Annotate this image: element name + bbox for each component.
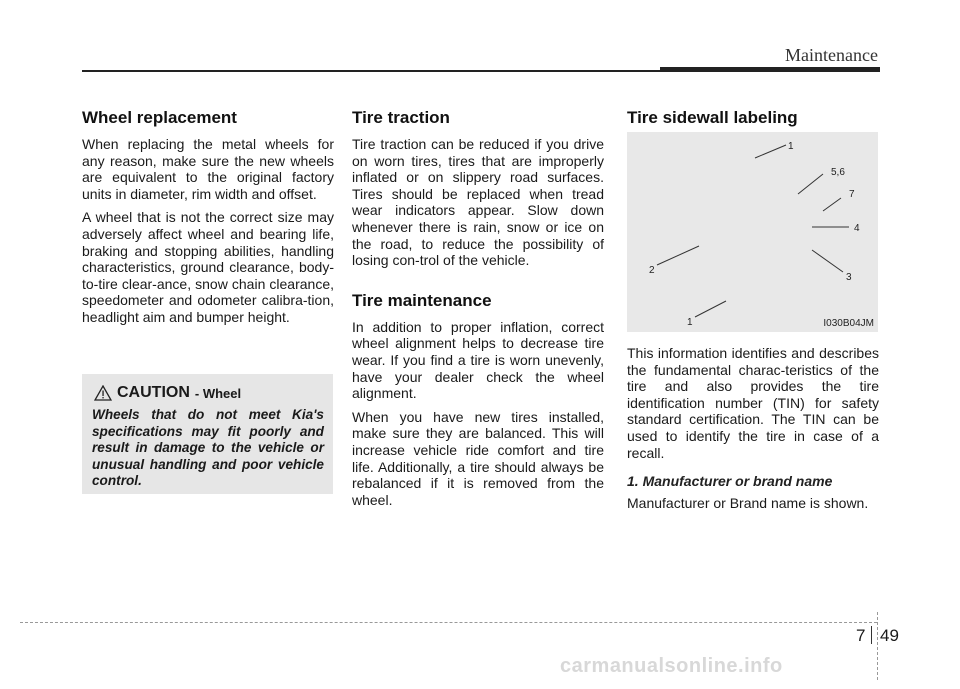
- header-title: Maintenance: [785, 45, 878, 65]
- sidewall-text: [627, 345, 879, 519]
- caution-title: [94, 384, 241, 402]
- paragraph: Manufacturer or Brand name is shown.: [627, 495, 869, 512]
- paragraph: When you have new tires installed, make sure they are balanced. This will increase vehicle ride comfort and tire life. Additionally, a tire should always be rebalanced if it is removed from the wheel.: [352, 408, 604, 508]
- tire-sidewall-diagram: [627, 132, 878, 332]
- heading-tire-traction: Tire traction: [352, 108, 450, 127]
- callout-label: 1: [687, 317, 693, 328]
- tire-sidewall-figure: [627, 132, 878, 332]
- heading-tire-sidewall-labeling: Tire sidewall labeling: [627, 108, 798, 127]
- paragraph: A wheel that is not the correct size may adversely affect wheel and bearing life, braking and stopping abilities, handling characteristics, ground clearance, body-to-tire clear-ance, snow chain clearance, speedometer and odometer calibra-tion, headlight aim and bumper height.: [82, 209, 334, 325]
- paragraph: This information identifies and describes the fundamental charac-teristics of the tire and also provides the tire identification number (TIN) for safety standard certification. The TIN can be used to identify the tire in case of a recall.: [627, 345, 879, 461]
- paragraph: In addition to proper inflation, correct wheel alignment helps to decrease tire wear. If you find a tire is worn unevenly, have your dealer check the wheel alignment.: [352, 318, 604, 402]
- leader-line: [823, 198, 841, 211]
- caution-label: CAUTION: [117, 384, 190, 401]
- leader-line: [695, 301, 726, 317]
- leader-line: [657, 246, 699, 265]
- watermark: carmanualsonline.info: [560, 655, 783, 677]
- heading-tire-maintenance: Tire maintenance: [352, 290, 492, 310]
- caution-box: [82, 374, 333, 494]
- header-rule-thick: [660, 67, 880, 72]
- paragraph: Tire traction can be reduced if you drive on worn tires, tires that are improperly inflated or on slippery road surfaces. Tires should be replaced when tread wear indicators appear. Slow down whenever there is rain, snow or ice on the road, to reduce the possibility of losing con-trol of the vehicle.: [352, 136, 604, 269]
- column-tire-care: [352, 108, 604, 515]
- footer-rule: [20, 622, 877, 623]
- caution-text: Wheels that do not meet Kia's specifications may fit poorly and result in damage to the vehicle or unusual handling and poor vehicle control.: [92, 407, 324, 489]
- column-wheel-replacement: [82, 108, 334, 333]
- leader-line: [755, 145, 786, 158]
- caution-subject: - Wheel: [194, 385, 242, 401]
- figure-code: I030B04JM: [823, 318, 874, 329]
- page-number: 49: [880, 626, 899, 645]
- callout-label: 7: [849, 189, 855, 200]
- leader-line: [812, 250, 843, 272]
- callout-label: 3: [846, 272, 852, 283]
- item-heading-manufacturer: 1. Manufacturer or brand name: [627, 473, 833, 490]
- heading-wheel-replacement: Wheel replacement: [82, 108, 237, 127]
- callout-label: 5,6: [831, 167, 845, 178]
- paragraph: When replacing the metal wheels for any reason, make sure the new wheels are equivalent to the original factory units in diameter, rim width and offset.: [82, 136, 334, 202]
- callout-label: 1: [788, 141, 794, 152]
- footer-divider: [877, 612, 878, 680]
- warning-triangle-icon: [94, 385, 112, 401]
- leader-line: [798, 174, 823, 194]
- page-number-separator: [871, 626, 872, 644]
- chapter-number: 7: [856, 626, 866, 645]
- callout-label: 2: [649, 265, 655, 276]
- callout-label: 4: [854, 223, 860, 234]
